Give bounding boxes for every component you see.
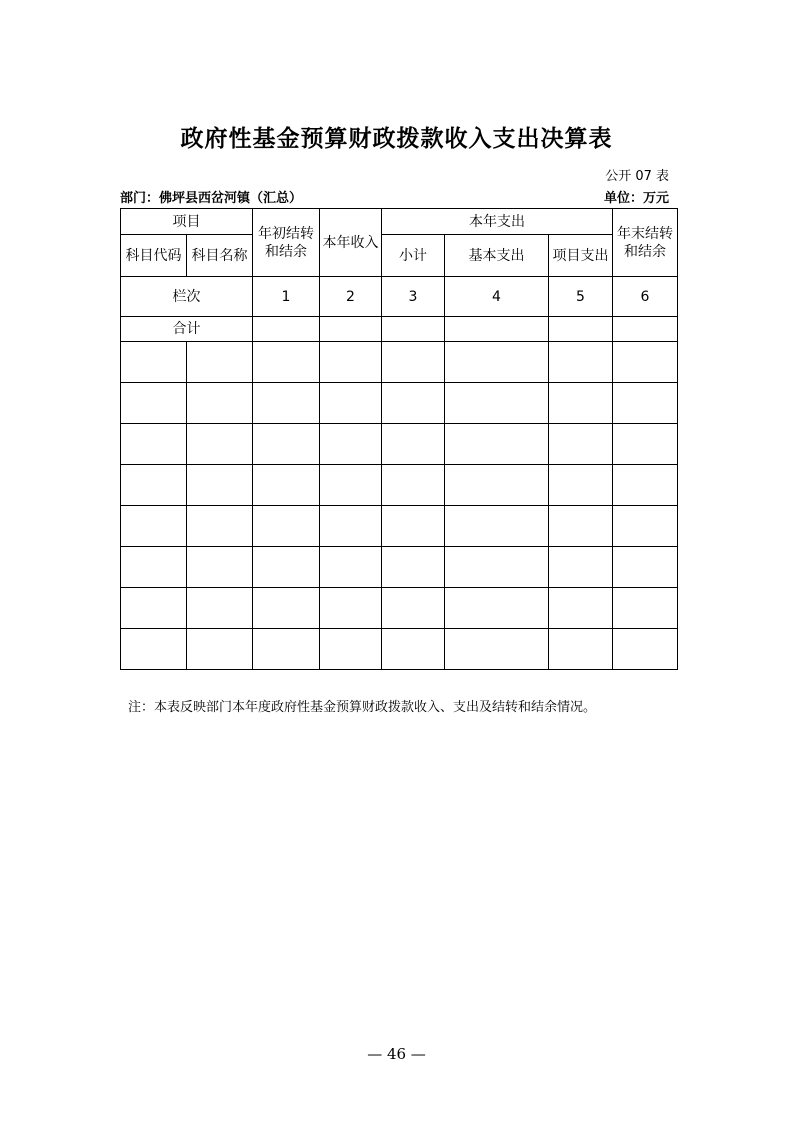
table-row xyxy=(121,424,678,465)
table-cell xyxy=(445,424,549,465)
table-cell xyxy=(121,424,187,465)
total-cell xyxy=(549,317,613,342)
table-cell xyxy=(121,465,187,506)
column-number: 2 xyxy=(320,277,382,317)
total-row xyxy=(121,317,678,342)
table-cell xyxy=(613,383,678,424)
table-cell xyxy=(121,342,187,383)
column-number-label: 栏次 xyxy=(121,277,253,317)
total-cell xyxy=(613,317,678,342)
table-cell xyxy=(187,465,253,506)
table-cell xyxy=(549,547,613,588)
table-cell xyxy=(613,547,678,588)
table-cell xyxy=(320,342,382,383)
table-row xyxy=(121,629,678,670)
total-cell xyxy=(253,317,320,342)
empty-rows xyxy=(121,342,678,670)
header-project-expense: 项目支出 xyxy=(549,235,613,277)
table-cell xyxy=(320,629,382,670)
column-number: 6 xyxy=(613,277,678,317)
table-cell xyxy=(320,465,382,506)
header-current-expense: 本年支出 xyxy=(382,209,613,235)
table-row xyxy=(121,465,678,506)
table-cell xyxy=(549,383,613,424)
column-number: 4 xyxy=(445,277,549,317)
table-cell xyxy=(549,629,613,670)
table-cell xyxy=(382,506,445,547)
table-row xyxy=(121,506,678,547)
table-cell xyxy=(382,465,445,506)
table-cell xyxy=(382,424,445,465)
table-cell xyxy=(613,342,678,383)
table-cell xyxy=(121,547,187,588)
table-cell xyxy=(187,506,253,547)
column-number-row xyxy=(121,277,678,317)
table-cell xyxy=(187,342,253,383)
table-cell xyxy=(549,424,613,465)
table-cell xyxy=(320,588,382,629)
header-current-income: 本年收入 xyxy=(320,209,382,277)
column-number: 5 xyxy=(549,277,613,317)
unit-label: 单位：万元 xyxy=(603,191,669,206)
header-end-balance: 年末结转和结余 xyxy=(613,209,678,277)
table-cell xyxy=(320,383,382,424)
table-cell xyxy=(187,629,253,670)
table-cell xyxy=(253,342,320,383)
table-row xyxy=(121,547,678,588)
table-cell xyxy=(549,465,613,506)
table-cell xyxy=(613,424,678,465)
table-cell xyxy=(613,588,678,629)
table-row xyxy=(121,342,678,383)
table-cell xyxy=(445,547,549,588)
total-cell xyxy=(382,317,445,342)
table-cell xyxy=(187,588,253,629)
header-basic-expense: 基本支出 xyxy=(445,235,549,277)
table-cell xyxy=(253,588,320,629)
table-note: 注：本表反映部门本年度政府性基金预算财政拨款收入、支出及结转和结余情况。 xyxy=(128,700,597,715)
table-cell xyxy=(320,547,382,588)
table-cell xyxy=(382,383,445,424)
table-cell xyxy=(253,547,320,588)
table-cell xyxy=(382,342,445,383)
total-cell xyxy=(445,317,549,342)
table-cell xyxy=(382,588,445,629)
table-cell xyxy=(253,424,320,465)
table-cell xyxy=(253,506,320,547)
table-cell xyxy=(320,506,382,547)
table-cell xyxy=(613,629,678,670)
department-label: 部门：佛坪县西岔河镇（汇总） xyxy=(120,191,303,206)
table-row xyxy=(121,588,678,629)
table-cell xyxy=(253,465,320,506)
form-number: 公开 07 表 xyxy=(605,169,669,184)
table-cell xyxy=(445,342,549,383)
table-cell xyxy=(121,506,187,547)
page-title: 政府性基金预算财政拨款收入支出决算表 xyxy=(180,126,613,152)
table-cell xyxy=(445,465,549,506)
column-number: 1 xyxy=(253,277,320,317)
table-cell xyxy=(613,465,678,506)
table-cell xyxy=(320,424,382,465)
header-subject-code: 科目代码 xyxy=(121,235,187,277)
page-number: — 46 — xyxy=(367,1045,426,1063)
table-cell xyxy=(187,383,253,424)
table-cell xyxy=(187,547,253,588)
table-cell xyxy=(549,588,613,629)
budget-table xyxy=(120,208,678,670)
table-cell xyxy=(253,383,320,424)
table-cell xyxy=(549,342,613,383)
total-cell xyxy=(320,317,382,342)
table-cell xyxy=(121,588,187,629)
table-cell xyxy=(121,629,187,670)
table-row xyxy=(121,383,678,424)
column-number: 3 xyxy=(382,277,445,317)
table-cell xyxy=(549,506,613,547)
table-cell xyxy=(187,424,253,465)
header-item: 项目 xyxy=(121,209,253,235)
table-cell xyxy=(382,547,445,588)
header-subject-name: 科目名称 xyxy=(187,235,253,277)
table-cell xyxy=(382,629,445,670)
table-cell xyxy=(613,506,678,547)
header-subtotal: 小计 xyxy=(382,235,445,277)
table-cell xyxy=(445,383,549,424)
table-cell xyxy=(445,629,549,670)
table-cell xyxy=(121,383,187,424)
table-cell xyxy=(445,506,549,547)
header-begin-balance: 年初结转和结余 xyxy=(253,209,320,277)
table-cell xyxy=(445,588,549,629)
table-cell xyxy=(253,629,320,670)
total-label: 合计 xyxy=(121,317,253,342)
